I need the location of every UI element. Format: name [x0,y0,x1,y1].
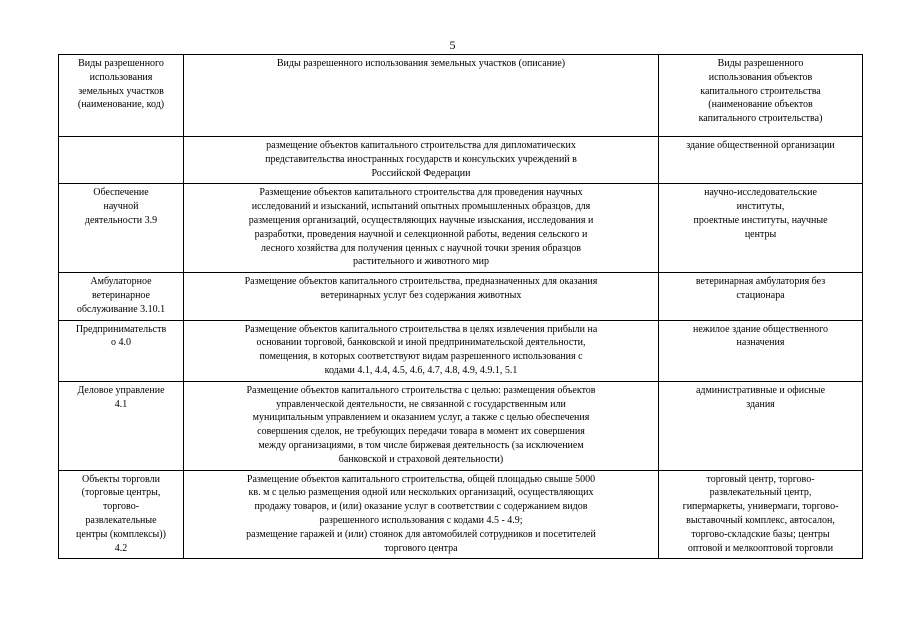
header-text-line: Виды разрешенного использования земельных участков (описание) [276,58,566,69]
text-line: проектные институты, научные [693,214,828,226]
table-row [59,320,863,381]
page-number: 5 [449,38,456,52]
text-line: размещение гаражей и (или) стоянок для автомобилей сотрудников и посетителей [246,528,596,540]
text-line: 4.1 [114,398,128,410]
text-line: торговый центр, торгово- [706,473,815,485]
cell-land-use-name [59,470,184,559]
text-line: административные и офисные [695,384,826,396]
text-line: институты, [736,201,785,213]
cell-description [184,320,659,381]
text-line: банковской и страховой деятельности) [338,453,504,465]
table-row [59,184,863,273]
text-line: оптовой и мелкооптовой торговли [687,542,834,554]
text-line: центры [744,228,777,240]
table-header-row [59,55,863,137]
header-text-line: (наименование, код) [77,99,165,111]
text-line: о 4.0 [111,337,131,349]
text-line: разрешенного использования с кодами 4.5 - 4.9; [319,514,523,526]
header-text-line: Виды разрешенного [717,58,804,69]
cell-description [184,273,659,320]
text-line: помещения, в которых соответствуют видам разрешенного использования с [259,351,583,363]
land-use-table [58,54,863,559]
text-line: размещения организаций, осуществляющих научные изыскания, исследования и [248,214,594,226]
text-line: торгово-складские базы; центры [691,528,830,540]
text-line: научной [103,201,139,213]
text-line: продажу товаров, и (или) оказание услуг в соответствии с содержанием видов [254,501,588,513]
text-line: разработки, проведения научной и селекционной работы, ведения сельского и [254,228,588,240]
cell-description [184,470,659,559]
text-line: исследований и изысканий, испытаний опытных промышленных образцов, для [251,201,591,213]
cell-land-use-name [59,320,184,381]
text-line: обслуживание 3.10.1 [76,303,166,315]
header-text-line: капитального строительства [700,85,821,97]
text-line: Размещение объектов капитального строительства, предназначенных для оказания [244,276,598,288]
cell-land-use-name [59,381,184,470]
text-line: назначения [736,337,785,349]
cell-objects [659,184,863,273]
text-line: управленческой деятельности, не связанной с государственным или [276,398,566,410]
text-line: Российской Федерации [371,167,471,179]
cell-objects [659,470,863,559]
text-line: выставочный комплекс, автосалон, [686,514,835,526]
header-text-line: земельных участков [78,85,164,97]
header-land-use-type [59,55,184,137]
header-text-line: Виды разрешенного [78,58,164,69]
text-line: развлекательный центр, [709,487,812,499]
header-capital-construction-objects [659,55,863,137]
text-line: здание общественной организации [686,140,835,151]
text-line: гипермаркеты, универмаги, торгово- [682,501,839,513]
text-line: муниципальным управлением и оказанием услуг, а также с целью обеспечения [252,412,590,424]
text-line: кв. м с целью размещения одной или нескольких организаций, осуществляющих [248,487,594,499]
text-line: научно-исследовательские [704,187,817,199]
table-row [59,273,863,320]
cell-objects [659,320,863,381]
cell-land-use-name [59,137,184,184]
header-text-line: (наименование объектов [708,99,813,111]
text-line: деятельности 3.9 [84,214,158,226]
text-line: торгово- [102,501,140,513]
header-land-use-description [184,55,659,137]
text-line: центры (комплексы)) [76,528,166,540]
text-line: Деловое управление [77,384,165,396]
text-line: нежилое здание общественного [693,323,828,335]
cell-description [184,137,659,184]
cell-objects [659,381,863,470]
text-line: торгового центра [384,542,458,554]
text-line: (торговые центры, [81,487,161,499]
table-row [59,381,863,470]
text-line: Предпринимательств [75,323,167,335]
header-text-line: использования [89,71,153,83]
text-line: Размещение объектов капитального строительства, общей площадью свыше 5000 [246,473,596,485]
text-line: Размещение объектов капитального строительства в целях извлечения прибыли на [244,323,598,335]
table-row [59,137,863,184]
text-line: здания [746,398,775,410]
text-line: кодами 4.1, 4.4, 4.5, 4.6, 4.7, 4.8, 4.9, 4.9.1, 5.1 [324,364,518,376]
header-text-line: использования объектов [708,71,813,83]
text-line: ветеринарное [92,289,150,301]
cell-land-use-name [59,273,184,320]
text-line: растительного и животного мир [352,256,490,268]
text-line: между организациями, в том числе биржевая деятельность (за исключением [258,439,584,451]
text-line: размещение объектов капитального строительства для дипломатических [266,140,576,151]
text-line: Размещение объектов капитального строительства с целью: размещения объектов [246,384,596,396]
text-line: основании торговой, банковской и иной предпринимательской деятельности, [256,337,586,349]
text-line: лесного хозяйства для получения ценных с научной точки зрения образцов [261,242,581,254]
cell-objects [659,273,863,320]
text-line: ветеринарная амбулатория без [695,276,826,288]
cell-description [184,184,659,273]
table-row [59,470,863,559]
text-line: Обеспечение [93,187,149,199]
text-line: Размещение объектов капитального строительства для проведения научных [259,187,583,199]
cell-objects [659,137,863,184]
header-text-line: капитального строительства) [698,113,823,125]
text-line: ветеринарных услуг без содержания животных [320,289,522,301]
text-line: совершения сделок, не требующих передачи товара в момент их совершения [257,426,585,438]
cell-description [184,381,659,470]
text-line: развлекательные [85,514,157,526]
text-line: 4.2 [114,542,128,554]
cell-land-use-name [59,184,184,273]
text-line: Объекты торговли [81,473,160,485]
text-line: стационара [736,289,785,301]
text-line: Амбулаторное [90,276,152,288]
text-line: представительства иностранных государств и консульских учреждений в [265,153,577,165]
